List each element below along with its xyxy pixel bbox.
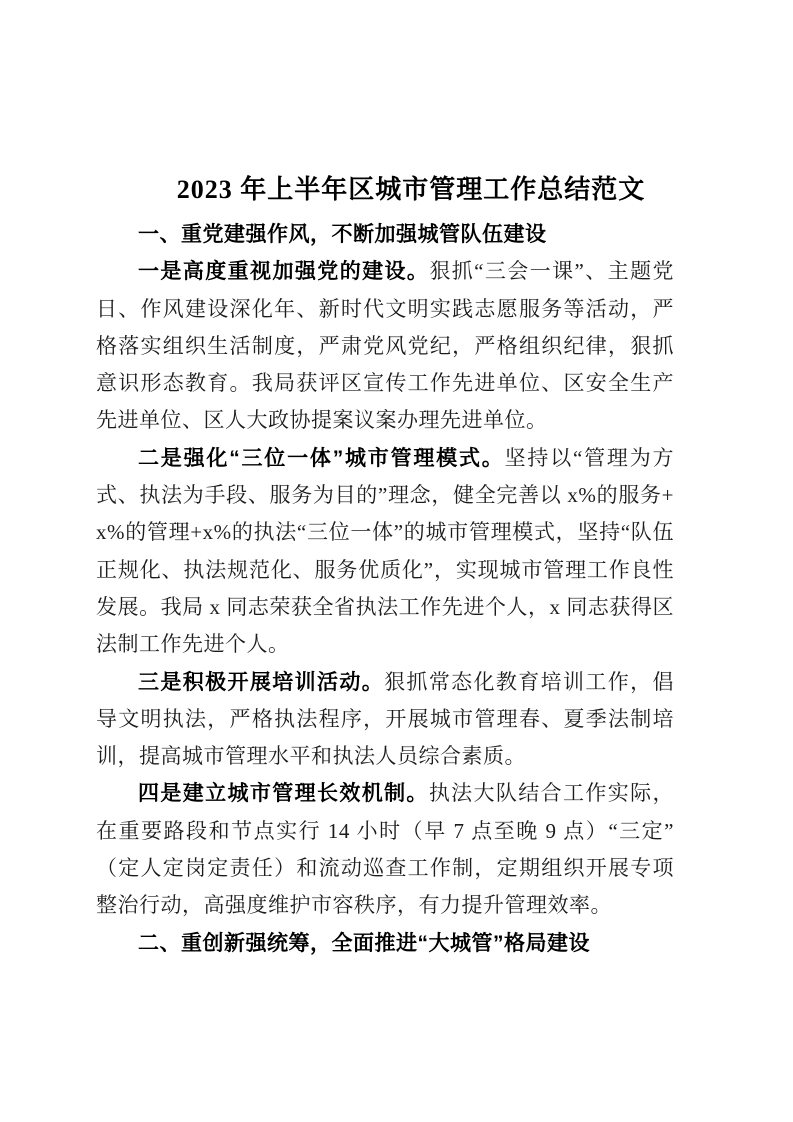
paragraph-3-lead: 三是积极开展培训活动。 xyxy=(138,670,385,694)
paragraph-3-text: 狠抓常态化教育培训工作，倡导文明执法，严格执法程序，开展城市管理春、夏季法制培训，提高城市管理水平和执法人员综合素质。 xyxy=(96,669,675,769)
section-heading-2: 二、重创新强统筹，全面推进“大城管”格局建设 xyxy=(138,931,590,955)
body-paragraph-1 xyxy=(96,253,674,439)
paragraph-4-lead: 四是建立城市管理长效机制。 xyxy=(138,782,429,806)
paragraph-1-lead: 一是高度重视加强党的建设。 xyxy=(138,260,430,284)
body-paragraph-4 xyxy=(96,775,674,924)
paragraph-2-text: 坚持以“管理为方式、执法为手段、服务为目的”理念，健全完善以 x%的服务+x%的管理+x%的执法“三位一体”的城市管理模式，坚持“队伍正规化、执法规范化、服务优质化”，实现城市管理工作良性发展。我局 x 同志荣获全省执法工作先进个人，x 同志获得区法制工作先进个人。 xyxy=(96,445,675,657)
body-paragraph-3 xyxy=(96,664,674,776)
body-paragraph-2 xyxy=(96,440,674,664)
document-title: 2023 年上半年区城市管理工作总结范文 xyxy=(176,175,646,204)
paragraph-1-text: 狠抓“三会一课”、主题党日、作风建设深化年、新时代文明实践志愿服务等活动，严格落实组织生活制度，严肃党风党纪，严格组织纪律，狠抓意识形态教育。我局获评区宣传工作先进单位、区安全生产先进单位、区人大政协提案议案办理先进单位。 xyxy=(96,259,674,433)
paragraph-4-text: 执法大队结合工作实际，在重要路段和节点实行 14 小时（早 7 点至晚 9 点）“三定”（定人定岗定责任）和流动巡查工作制，定期组织开展专项整治行动，高强度维护市容秩序，有力提升管理效率。 xyxy=(96,781,675,918)
paragraph-2-lead: 二是强化“三位一体”城市管理模式。 xyxy=(138,446,505,470)
section-heading-1: 一、重党建强作风，不断加强城管队伍建设 xyxy=(138,223,547,246)
